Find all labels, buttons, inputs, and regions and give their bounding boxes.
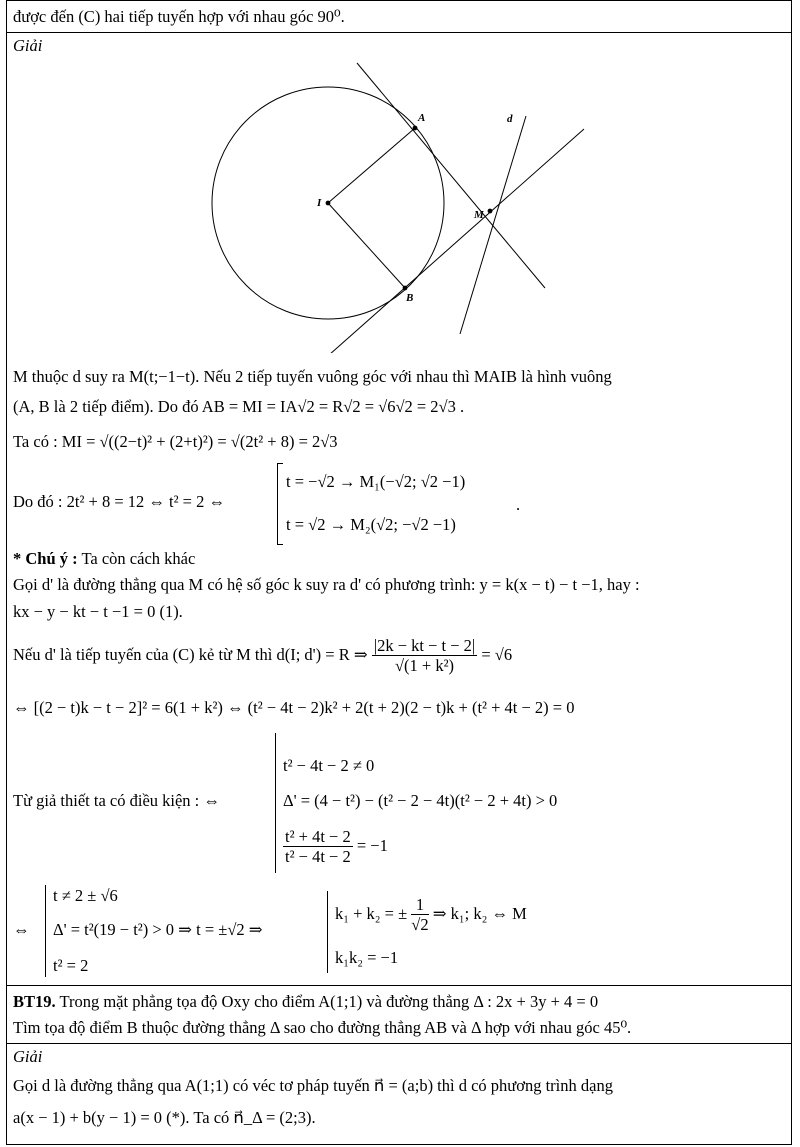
condition-1: t² − 4t − 2 ≠ 0 <box>283 756 375 775</box>
point-I <box>326 201 331 206</box>
note-line <box>13 548 195 570</box>
solution-2-para-2: a(x − 1) + b(y − 1) = 0 (*). Ta có n⃗_Δ = (2;3). <box>13 1108 316 1127</box>
label-M: M <box>474 209 484 221</box>
condition-3-denominator: t² − 4t − 2 <box>285 846 351 866</box>
point-M <box>488 209 493 214</box>
label-d: d <box>507 113 513 125</box>
point-B <box>403 286 408 291</box>
geometry-figure <box>7 33 791 353</box>
solution-2-para-1: Gọi d là đường thẳng qua A(1;1) có véc tơ pháp tuyến n⃗ = (a;b) thì d có phương trình dạng <box>13 1076 613 1095</box>
solution-para-4-end: . <box>516 495 521 514</box>
solution-para-7 <box>13 633 512 677</box>
distance-numerator: |2k − kt − t − 2| <box>373 635 476 655</box>
solution-2-box <box>6 1043 792 1145</box>
page <box>6 0 792 1147</box>
bt19-label: BT19. <box>13 992 56 1011</box>
radius-IB <box>328 203 405 288</box>
label-A: A <box>418 112 426 124</box>
condition-3-end: = −1 <box>356 836 388 855</box>
final-cond-3: t² = 2 <box>53 956 89 975</box>
bt19-line-1 <box>13 991 598 1013</box>
solution-para-5: Gọi d' là đường thẳng qua M có hệ số góc k suy ra d' có phương trình: y = k(x − t) − t −1, hay : <box>13 575 640 594</box>
distance-fraction <box>372 637 477 676</box>
solution-para-10-lead: ⇔ <box>13 920 30 939</box>
condition-brace <box>275 733 276 873</box>
line-d <box>460 116 526 334</box>
label-B: B <box>406 292 414 304</box>
solution-para-8: ⇔ [(2 − t)k − t − 2]² = 6(1 + k²) ⇔ (t² − 4t − 2)k² + 2(t + 2)(2 − t)k + (t² + 4t − 2) = 0 <box>13 698 575 717</box>
solution-para-4-lead: Do đó : 2t² + 8 = 12 ⇔ t² = 2 ⇔ <box>13 492 225 511</box>
label-I: I <box>317 197 322 209</box>
bt19-text-1: Trong mặt phẳng tọa độ Oxy cho điểm A(1;1) và đường thẳng Δ : 2x + 3y + 4 = 0 <box>59 992 599 1011</box>
condition-3-fraction <box>283 828 353 867</box>
condition-2: Δ' = (4 − t²) − (t² − 2 − 4t)(t² − 2 + 4t) > 0 <box>283 791 558 810</box>
final-cond-2: Δ' = t²(19 − t²) > 0 ⇒ t = ±√2 ⇒ <box>53 920 263 939</box>
tangent-line-A <box>357 63 545 288</box>
k-sum-numerator: 1 <box>411 896 428 915</box>
solution-box <box>6 32 792 986</box>
para-7-lead: Nếu d' là tiếp tuyến của (C) kẻ từ M thì d(I; d') = R ⇒ <box>13 645 368 664</box>
solution-para-2: (A, B là 2 tiếp điểm). Do đó AB = MI = IA√2 = R√2 = √6√2 = 2√3 . <box>13 397 465 416</box>
final-brace-1 <box>45 885 46 977</box>
case-2: t = √2 → M₂(√2; −√2 −1) <box>286 515 456 534</box>
final-brace-2 <box>327 891 328 973</box>
note-text: Ta còn cách khác <box>81 549 196 568</box>
k-sum-lead: k₁ + k₂ = ± <box>335 904 408 923</box>
k-product: k₁k₂ = −1 <box>335 948 399 967</box>
solution-2-heading: Giải <box>13 1047 43 1066</box>
solution-heading: Giải <box>13 36 43 55</box>
k-sum-denominator: √2 <box>411 914 429 934</box>
case-1: t = −√2 → M₁(−√2; √2 −1) <box>286 472 466 491</box>
bt19-box <box>6 985 792 1044</box>
bt19-line-2: Tìm tọa độ điểm B thuộc đường thẳng Δ sao cho đường thẳng AB và Δ hợp với nhau góc 45⁰. <box>13 1018 632 1037</box>
point-A <box>413 126 418 131</box>
radius-IA <box>328 128 415 203</box>
para-7-end: = √6 <box>481 645 513 664</box>
problem-tail-text: được đến (C) hai tiếp tuyến hợp với nhau góc 90⁰. <box>13 7 345 26</box>
case-bracket <box>277 463 283 545</box>
solution-para-1: M thuộc d suy ra M(t;−1−t). Nếu 2 tiếp tuyến vuông góc với nhau thì MAIB là hình vuông <box>13 367 612 386</box>
k-sum-fraction <box>411 896 428 935</box>
solution-para-3: Ta có : MI = √((2−t)² + (2+t)²) = √(2t² + 8) = 2√3 <box>13 432 338 451</box>
final-cond-1: t ≠ 2 ± √6 <box>53 886 118 905</box>
tangent-line-B <box>329 129 584 353</box>
k-sum <box>335 893 527 935</box>
condition-3-numerator: t² + 4t − 2 <box>285 826 351 846</box>
condition-3 <box>283 825 388 867</box>
solution-para-9-lead: Từ giả thiết ta có điều kiện : ⇔ <box>13 791 220 810</box>
note-label: * Chú ý : <box>13 549 78 568</box>
solution-para-6: kx − y − kt − t −1 = 0 (1). <box>13 602 183 621</box>
k-sum-end: ⇒ k₁; k₂ ⇔ M <box>432 904 527 923</box>
problem-tail-box <box>6 0 792 33</box>
distance-denominator: √(1 + k²) <box>394 655 455 675</box>
